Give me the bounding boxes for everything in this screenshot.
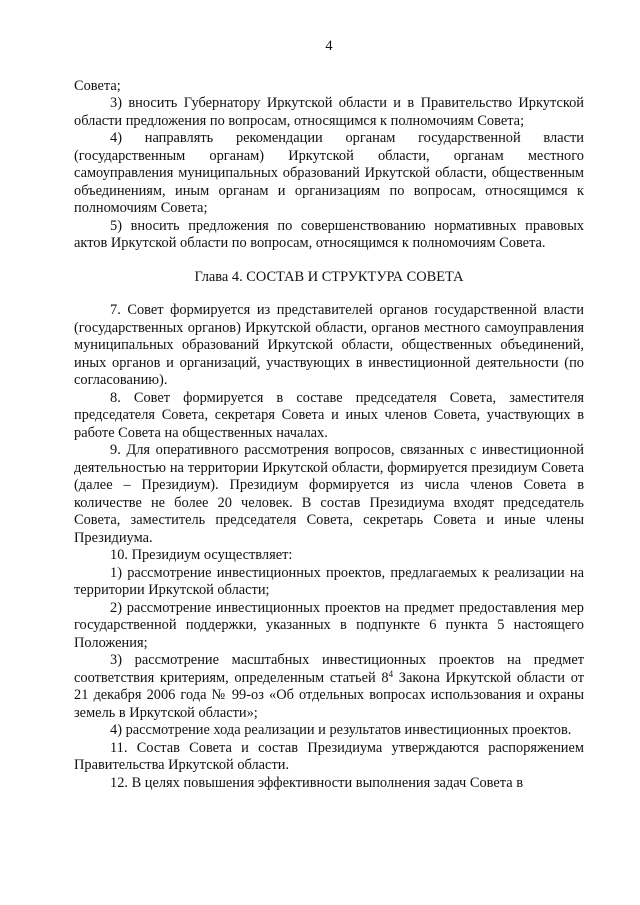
paragraph-7: 7. Совет формируется из представителей органов государственной власти (государственных органов) Иркутской области, органов местного самоуправления муниципальных образований Иркутской области, общественных объединений, иных органов и организаций, участвующих в инвестиционной деятельности (по согласованию). xyxy=(74,302,584,388)
paragraph-item-4: 4) направлять рекомендации органам государственной власти (государственным органам) Иркутской области, органам местного самоуправления муниципальных образований Иркутской области, общественным объединениям, иным органам и организациям по вопросам, относящимся к полномочиям Совета; xyxy=(74,130,584,216)
paragraph-item-3: 3) вносить Губернатору Иркутской области и в Правительство Иркутской области предложения по вопросам, относящимся к полномочиям Совета; xyxy=(74,95,584,129)
paragraph-8: 8. Совет формируется в составе председателя Совета, заместителя председателя Совета, секретаря Совета и иных членов Совета, участвующих в работе Совета на общественных началах. xyxy=(74,389,584,441)
paragraph-10-item-4: 4) рассмотрение хода реализации и результатов инвестиционных проектов. xyxy=(110,722,572,738)
paragraph-10-item-2: 2) рассмотрение инвестиционных проектов на предмет предоставления мер государственной поддержки, указанных в подпункте 6 пункта 5 настоящего Положения; xyxy=(74,599,584,651)
article-superscript: 4 xyxy=(388,668,394,679)
page-number: 4 xyxy=(325,38,333,54)
paragraph-10-item-3 xyxy=(74,652,584,722)
paragraph-10-item-1: 1) рассмотрение инвестиционных проектов, предлагаемых к реализации на территории Иркутской области; xyxy=(74,564,584,598)
paragraph-10-item-3-text-before: 3) рассмотрение масштабных инвестиционных проектов на предмет соответствия критериям, определенным статьей 8 xyxy=(74,652,584,686)
paragraph-continuation: Совета; xyxy=(74,77,121,94)
paragraph-10-item-3-text-after: Закона Иркутской области от 21 декабря 2006 года № 99-оз «Об отдельных вопросах использования и охраны земель в Иркутской области»; xyxy=(74,669,585,721)
chapter-heading: Глава 4. СОСТАВ И СТРУКТУРА СОВЕТА xyxy=(194,268,464,285)
paragraph-11: 11. Состав Совета и состав Президиума утверждаются распоряжением Правительства Иркутской области. xyxy=(74,739,584,773)
document-page xyxy=(74,38,584,898)
paragraph-10: 10. Президиум осуществляет: xyxy=(110,547,293,563)
paragraph-12: 12. В целях повышения эффективности выполнения задач Совета в xyxy=(110,774,524,791)
paragraph-9: 9. Для оперативного рассмотрения вопросов, связанных с инвестиционной деятельностью на территории Иркутской области, формируется президиум Совета (далее – Президиум). Президиум формируется из числа членов Совета в количестве не более 20 человек. В состав Президиума входят председатель Совета, заместитель председателя Совета, секретарь Совета и иные члены Президиума. xyxy=(74,442,584,546)
paragraph-item-5: 5) вносить предложения по совершенствованию нормативных правовых актов Иркутской области по вопросам, относящимся к полномочиям Совета. xyxy=(74,217,584,251)
